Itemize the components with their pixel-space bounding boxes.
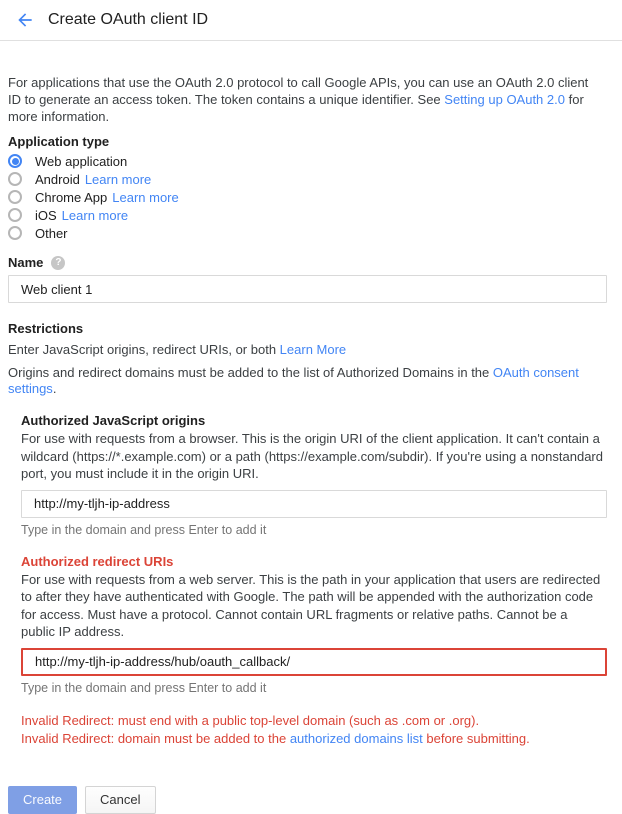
restrictions-title: Restrictions <box>8 321 84 336</box>
radio-unselected-icon <box>8 226 22 240</box>
name-label-row <box>8 255 608 271</box>
restrictions-subtitle-text: Enter JavaScript origins, redirect URIs, or both <box>8 342 280 357</box>
js-origins-input[interactable] <box>21 490 607 518</box>
radio-unselected-icon <box>8 190 22 204</box>
application-type-label: Application type <box>8 134 110 149</box>
radio-ios[interactable] <box>8 206 608 224</box>
radio-chrome-app[interactable] <box>8 188 608 206</box>
authorized-domains-note <box>8 365 608 397</box>
restrictions-subtitle <box>8 342 608 358</box>
radio-android[interactable] <box>8 170 608 188</box>
page-title: Create OAuth client ID <box>48 11 209 28</box>
js-origins-description: For use with requests from a browser. This is the origin URI of the client application. It can't contain a wildcard (https://*.example.com) or a path (https://example.com/subdir). If you're using a nonstandard port, you must include it in the origin URI. <box>21 431 603 481</box>
error-text: Invalid Redirect: must end with a public top-level domain (such as .com or .org). <box>21 712 480 728</box>
redirect-uris-description: For use with requests from a web server. This is the path in your application that users are redirected to after they have authenticated with Google. The path will be appended with the authorization code for access. Must have a protocol. Cannot contain URL fragments or relative paths. Cannot be a public IP address. <box>21 571 601 639</box>
intro-paragraph <box>8 74 604 125</box>
redirect-uris-helper-text: Type in the domain and press Enter to add it <box>21 680 267 695</box>
page-header <box>0 0 622 41</box>
radio-label: Other <box>35 225 68 241</box>
oauth-consent-settings-link[interactable]: OAuth consent settings <box>8 365 579 396</box>
validation-errors <box>21 712 608 748</box>
application-type-radio-group <box>8 152 608 242</box>
radio-unselected-icon <box>8 172 22 186</box>
radio-label: iOS <box>35 207 57 223</box>
name-input[interactable] <box>8 275 607 303</box>
js-origins-section <box>21 413 608 538</box>
name-label: Name <box>8 255 44 270</box>
radio-label: Web application <box>35 153 128 169</box>
redirect-uris-section <box>21 554 608 696</box>
js-origins-title: Authorized JavaScript origins <box>21 413 206 428</box>
radio-other[interactable] <box>8 224 608 242</box>
page-content <box>0 74 622 814</box>
chrome-app-learn-more-link[interactable]: Learn more <box>112 189 179 205</box>
radio-selected-icon <box>8 154 22 168</box>
error-authorized-domains <box>21 730 608 748</box>
radio-label: Android <box>35 171 80 187</box>
restrictions-learn-more-link[interactable]: Learn More <box>279 342 347 357</box>
radio-web-application[interactable] <box>8 152 608 170</box>
authorized-domains-list-link[interactable]: authorized domains list <box>289 730 423 746</box>
intro-text-post: for more information. <box>8 92 584 124</box>
js-origins-helper-text: Type in the domain and press Enter to add it <box>21 522 267 537</box>
setting-up-oauth-link[interactable]: Setting up OAuth 2.0 <box>444 92 565 107</box>
error-text-post: before submitting. <box>422 730 530 746</box>
help-icon[interactable]: ? <box>51 256 65 270</box>
form-actions <box>8 786 608 814</box>
intro-text-pre: For applications that use the OAuth 2.0 protocol to call Google APIs, you can use an OAuth 2.0 client ID to generate an access token. The token contains a unique identifier. See <box>8 75 589 107</box>
error-top-level-domain <box>21 712 608 730</box>
back-arrow-icon[interactable] <box>13 8 37 32</box>
cancel-button[interactable]: Cancel <box>85 786 155 814</box>
redirect-uri-input[interactable] <box>21 648 607 676</box>
radio-unselected-icon <box>8 208 22 222</box>
authorized-domains-note-period: . <box>52 381 57 396</box>
android-learn-more-link[interactable]: Learn more <box>84 171 152 187</box>
redirect-uris-title: Authorized redirect URIs <box>21 553 174 569</box>
ios-learn-more-link[interactable]: Learn more <box>61 207 129 223</box>
error-text-pre: Invalid Redirect: domain must be added to the <box>21 730 290 746</box>
radio-label: Chrome App <box>35 189 108 205</box>
authorized-domains-note-text: Origins and redirect domains must be added to the list of Authorized Domains in the <box>8 365 493 380</box>
create-button[interactable]: Create <box>8 786 77 814</box>
